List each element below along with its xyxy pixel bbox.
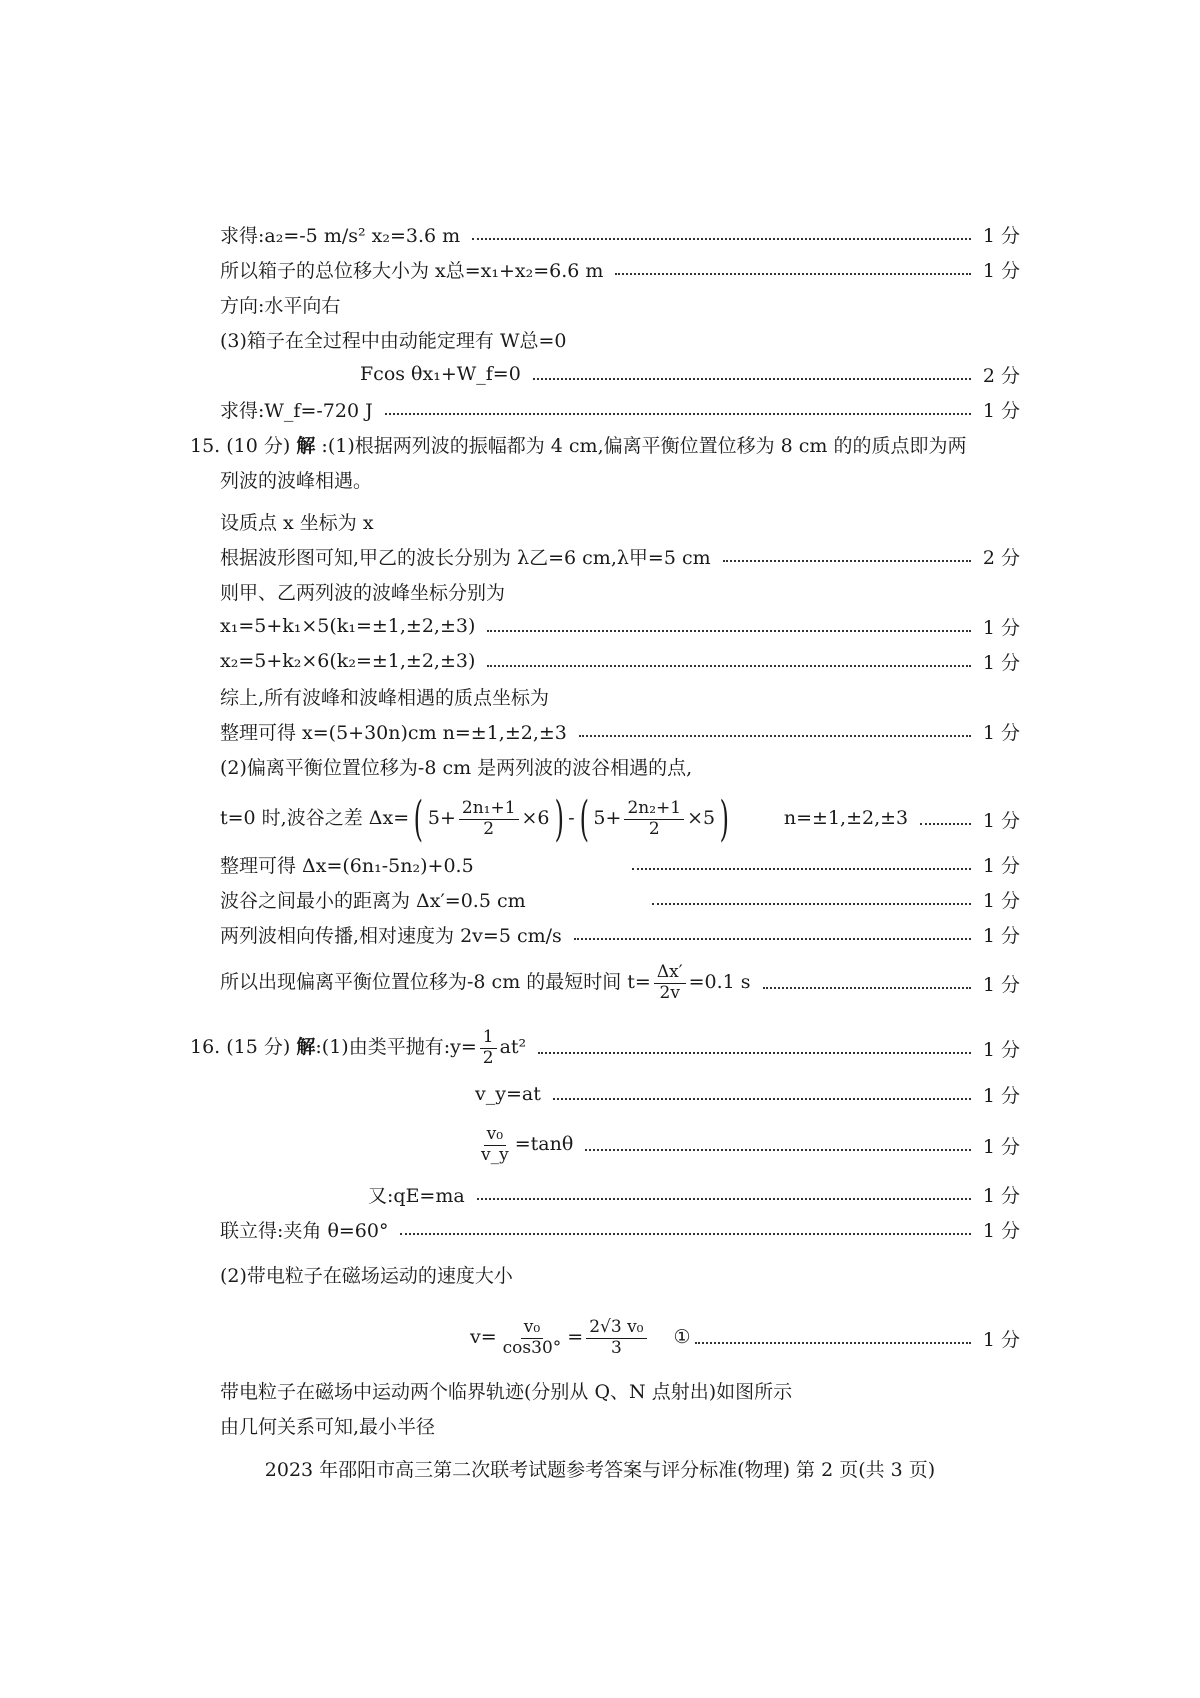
- line-text: (3)箱子在全过程中由动能定理有 W总=0: [220, 329, 567, 352]
- equation-prefix: v=: [470, 1326, 497, 1348]
- line-text: 所以箱子的总位移大小为 x总=x₁+x₂=6.6 m: [220, 259, 604, 282]
- equation-suffix: =0.1 s: [688, 971, 751, 993]
- leader-dots: [487, 665, 970, 667]
- score-label: 1 分: [982, 924, 1020, 947]
- fraction: [586, 1318, 646, 1358]
- question-number: 15.: [190, 434, 221, 457]
- line-text: (2)带电粒子在磁场运动的速度大小: [220, 1264, 513, 1287]
- line-crest-coords-intro: [220, 573, 1020, 609]
- fraction-denominator: 3: [610, 1337, 622, 1358]
- fraction-denominator: 2: [482, 1047, 494, 1068]
- score-label: 1 分: [982, 1135, 1020, 1158]
- line-text: x₂=5+k₂×6(k₂=±1,±2,±3): [220, 650, 476, 672]
- leader-dots: [652, 903, 971, 905]
- leader-dots: [632, 868, 971, 870]
- score-label: 1 分: [982, 1219, 1020, 1242]
- left-paren: (: [579, 791, 589, 847]
- leader-dots: [385, 413, 971, 415]
- leader-dots: [723, 560, 971, 562]
- equation-prefix: :(1)由类平抛有:y=: [315, 1036, 477, 1058]
- minus-sign: -: [568, 807, 575, 829]
- leader-dots: [487, 630, 970, 632]
- line-relative-speed: [220, 916, 1020, 952]
- line-text: 求得:W_f=-720 J: [220, 399, 373, 422]
- line-text: x₁=5+k₁×5(k₁=±1,±2,±3): [220, 615, 476, 637]
- equation-suffix: at²: [499, 1036, 527, 1058]
- score-label: 1 分: [982, 854, 1020, 877]
- line-x1-formula: [220, 608, 1020, 644]
- right-paren: ): [554, 791, 564, 847]
- score-label: 2 分: [982, 546, 1020, 569]
- line-part2-speed: [220, 1256, 1020, 1292]
- score-label: 1 分: [982, 1038, 1020, 1061]
- fraction-numerator: 2√3 v₀: [586, 1318, 646, 1339]
- solution-label: 解: [296, 1036, 316, 1058]
- fraction-numerator: Δx′: [654, 963, 686, 984]
- question-points: (15 分): [226, 1036, 291, 1058]
- line-text: :(1)根据两列波的振幅都为 4 cm,偏离平衡位置位移为 8 cm 的的质点即为两: [321, 434, 967, 457]
- line-result-wf: [220, 391, 1020, 427]
- fraction: [480, 1028, 497, 1068]
- line-shortest-time: [220, 955, 1020, 1011]
- fraction-denominator: 2: [483, 818, 495, 839]
- inner-term: 5+: [427, 807, 456, 829]
- line-text: 求得:a₂=-5 m/s² x₂=3.6 m: [220, 224, 461, 247]
- score-label: 1 分: [982, 399, 1020, 422]
- line-x-result: [220, 713, 1020, 749]
- left-paren: (: [413, 791, 424, 847]
- page-footer: 2023 年邵阳市高三第二次联考试题参考答案与评分标准(物理) 第 2 页(共 3 页): [264, 1459, 936, 1481]
- line-text: 由几何关系可知,最小半径: [220, 1415, 436, 1438]
- leader-dots: [400, 1233, 970, 1235]
- score-label: 1 分: [982, 721, 1020, 744]
- line-vy-equation: [475, 1076, 1020, 1112]
- leader-dots: [533, 378, 971, 380]
- inner-tail: ×6: [521, 807, 550, 829]
- line-min-distance: [220, 881, 1020, 917]
- line-speed-formula: [470, 1308, 1020, 1368]
- score-label: 1 分: [982, 1328, 1020, 1351]
- score-label: 1 分: [982, 973, 1020, 996]
- question-number: 16.: [190, 1036, 221, 1058]
- inner-term: 5+: [593, 807, 622, 829]
- leader-dots: [585, 1149, 971, 1151]
- leader-dots: [763, 987, 971, 989]
- equation-suffix: =tanθ: [514, 1133, 574, 1155]
- line-text: 设质点 x 坐标为 x: [220, 511, 374, 534]
- line-x2-formula: [220, 643, 1020, 679]
- line-delta-x: [220, 846, 1020, 882]
- fraction-denominator: 2v: [659, 982, 680, 1003]
- leader-dots: [920, 823, 971, 825]
- fraction-denominator: 2: [648, 818, 660, 839]
- line-text: 方向:水平向右: [220, 294, 341, 317]
- line-text: 整理可得 Δx=(6n₁-5n₂)+0.5: [220, 854, 474, 877]
- line-text: Fcos θx₁+W_f=0: [360, 363, 521, 385]
- leader-dots: [553, 1098, 971, 1100]
- n-condition: n=±1,±2,±3: [783, 807, 909, 829]
- line-text: 联立得:夹角 θ=60°: [220, 1219, 389, 1242]
- line-critical-trajectories: [220, 1372, 1020, 1408]
- fraction-numerator: v₀: [484, 1125, 506, 1146]
- fraction: [478, 1125, 512, 1165]
- right-paren: ): [719, 791, 730, 847]
- score-label: 1 分: [982, 651, 1020, 674]
- line-angle-result: [220, 1211, 1020, 1247]
- fraction-numerator: 2n₂+1: [624, 799, 684, 820]
- line-summary: [220, 678, 1020, 714]
- line-text: 综上,所有波峰和波峰相遇的质点坐标为: [220, 686, 550, 709]
- score-label: 1 分: [982, 259, 1020, 282]
- line-text: 又:qE=ma: [368, 1184, 465, 1207]
- line-text: (2)偏离平衡位置位移为-8 cm 是两列波的波谷相遇的点,: [220, 756, 693, 779]
- line-wavelengths: [220, 538, 1020, 574]
- fraction: [624, 799, 684, 839]
- line-direction: [220, 286, 1020, 322]
- line-newton-law: [368, 1176, 1020, 1212]
- equation-marker: ①: [673, 1326, 691, 1348]
- fraction: [459, 799, 519, 839]
- score-label: 1 分: [982, 616, 1020, 639]
- equals-sign: =: [567, 1326, 584, 1348]
- line-trough-difference: [220, 793, 1020, 845]
- line-text: v_y=at: [475, 1083, 541, 1105]
- line-text: 则甲、乙两列波的波峰坐标分别为: [220, 581, 506, 604]
- leader-dots: [695, 1342, 971, 1344]
- question-16-header: [190, 1020, 1020, 1076]
- question-points: (10 分): [226, 434, 291, 457]
- fraction: [500, 1318, 565, 1358]
- line-text: 列波的波峰相遇。: [220, 469, 373, 492]
- equation-prefix: 所以出现偏离平衡位置位移为-8 cm 的最短时间 t=: [220, 971, 651, 993]
- line-text: 整理可得 x=(5+30n)cm n=±1,±2,±3: [220, 721, 567, 744]
- question-15-header: [190, 426, 1020, 462]
- line-part2-intro: [220, 748, 1020, 784]
- line-text: 两列波相向传播,相对速度为 2v=5 cm/s: [220, 924, 562, 947]
- inner-tail: ×5: [687, 807, 716, 829]
- score-label: 1 分: [982, 1084, 1020, 1107]
- score-label: 1 分: [982, 224, 1020, 247]
- score-label: 2 分: [982, 364, 1020, 387]
- line-part3-intro: [220, 321, 1020, 357]
- score-label: 1 分: [982, 889, 1020, 912]
- line-text: 带电粒子在磁场中运动两个临界轨迹(分别从 Q、N 点射出)如图所示: [220, 1380, 793, 1403]
- score-label: 1 分: [982, 1184, 1020, 1207]
- leader-dots: [477, 1198, 971, 1200]
- fraction-denominator: cos30°: [502, 1337, 562, 1358]
- line-energy-equation: [360, 356, 1020, 392]
- score-label: 1 分: [982, 809, 1020, 832]
- line-result-a2-x2: [220, 216, 1020, 252]
- fraction: [654, 963, 686, 1003]
- line-total-displacement: [220, 251, 1020, 287]
- fraction-numerator: 1: [480, 1028, 497, 1049]
- fraction-numerator: v₀: [521, 1318, 543, 1339]
- solution-label: 解: [296, 434, 316, 457]
- leader-dots: [472, 238, 971, 240]
- line-text: 波谷之间最小的距离为 Δx′=0.5 cm: [220, 889, 526, 912]
- line-crest-meet: [220, 461, 1020, 497]
- fraction-denominator: v_y: [481, 1144, 509, 1165]
- leader-dots: [615, 273, 970, 275]
- equation-prefix: t=0 时,波谷之差 Δx=: [220, 807, 410, 829]
- leader-dots: [574, 938, 971, 940]
- line-tan-theta: [475, 1118, 1020, 1172]
- line-set-coordinate: [220, 503, 1020, 539]
- leader-dots: [538, 1052, 971, 1054]
- fraction-numerator: 2n₁+1: [459, 799, 519, 820]
- leader-dots: [579, 735, 971, 737]
- line-text: 根据波形图可知,甲乙的波长分别为 λ乙=6 cm,λ甲=5 cm: [220, 546, 711, 569]
- line-min-radius: [220, 1407, 1020, 1443]
